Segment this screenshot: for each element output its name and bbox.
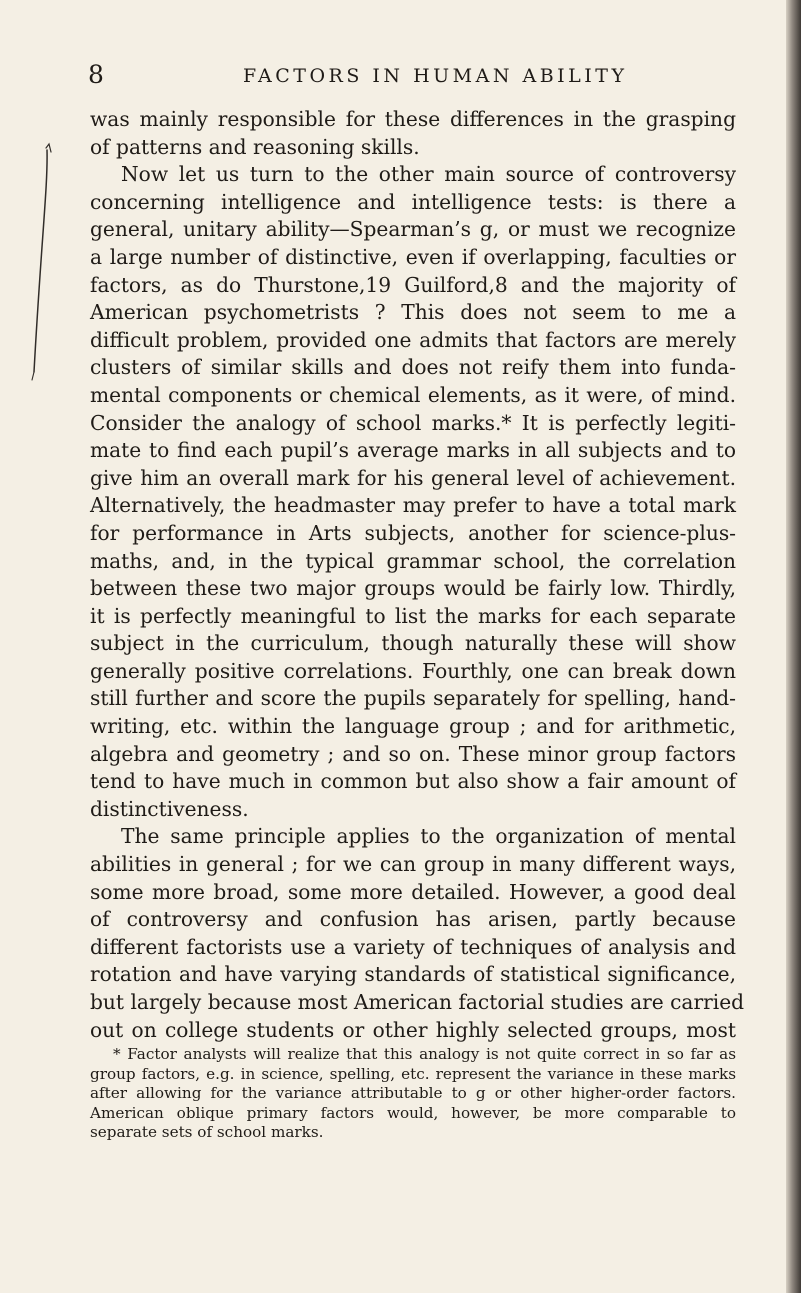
running-title: FACTORS IN HUMAN ABILITY (243, 65, 628, 87)
body-line-13: mate to find each pupil’s average marks in all subjects and to (90, 438, 736, 463)
body-line-30: of controversy and confusion has arisen, partly because (90, 907, 736, 932)
body-line-2: of patterns and reasoning skills. (90, 134, 420, 159)
body-line-8: American psychometrists ? This does not seem to me a (90, 300, 736, 325)
body-line-21: generally positive correlations. Fourthly, one can break down (90, 658, 736, 683)
body-line-24: algebra and geometry ; and so on. These minor group factors (90, 741, 736, 766)
body-line-25: tend to have much in common but also show a fair amount of (90, 769, 736, 794)
body-line-22: still further and score the pupils separately for spelling, hand- (90, 686, 736, 711)
body-line-3: Now let us turn to the other main source of controversy (121, 162, 736, 187)
body-line-17: maths, and, in the typical grammar school, the correlation (90, 548, 736, 573)
body-line-12: Consider the analogy of school marks.* It is perfectly legiti- (90, 410, 736, 435)
body-line-32: rotation and have varying standards of statistical significance, (90, 962, 736, 987)
body-line-18: between these two major groups would be fairly low. Thirdly, (90, 576, 736, 601)
body-line-15: Alternatively, the headmaster may prefer to have a total mark (90, 493, 736, 518)
page-header (88, 61, 736, 95)
footnote-line-1: * Factor analysts will realize that this analogy is not quite correct in so far as (113, 1045, 736, 1063)
body-line-1: was mainly responsible for these differences in the grasping (90, 107, 736, 131)
body-line-14: give him an overall mark for his general level of achievement. (90, 465, 736, 490)
scan-edge (786, 0, 801, 1293)
body-line-11: mental components or chemical elements, as it were, of mind. (90, 382, 736, 407)
body-line-29: some more broad, some more detailed. However, a good deal (90, 879, 736, 904)
body-line-5: general, unitary ability—Spearman’s g, or must we recognize (90, 217, 736, 242)
body-line-26: distinctiveness. (90, 796, 249, 821)
body-line-28: abilities in general ; for we can group in many different ways, (90, 852, 736, 877)
footnote-line-4: American oblique primary factors would, however, be more comparable to (90, 1103, 736, 1122)
body-line-20: subject in the curriculum, though naturally these will show (90, 631, 736, 656)
body-line-10: clusters of similar skills and does not reify them into funda- (90, 355, 736, 380)
body-line-19: it is perfectly meaningful to list the marks for each separate (90, 603, 736, 628)
body-line-16: for performance in Arts subjects, another for science-plus- (90, 520, 736, 545)
body-text (90, 106, 745, 1044)
body-line-7: factors, as do Thurstone,19 Guilford,8 and the majority of (90, 272, 736, 297)
body-line-33: but largely because most American factorial studies are carried (90, 990, 745, 1014)
footnote-line-2: group factors, e.g. in science, spelling, etc. represent the variance in these marks (90, 1064, 736, 1083)
footnote-line-5: separate sets of school marks. (90, 1123, 324, 1142)
body-line-6: a large number of distinctive, even if overlapping, faculties or (90, 244, 736, 269)
body-line-4: concerning intelligence and intelligence tests: is there a (90, 189, 736, 214)
footnote-line-3: after allowing for the variance attributable to g or other higher-order factors. (90, 1084, 736, 1103)
body-line-34: out on college students or other highly selected groups, most (90, 1017, 736, 1042)
body-line-27: The same principle applies to the organization of mental (121, 824, 736, 849)
page-number: 8 (88, 60, 104, 89)
footnote (90, 1045, 736, 1143)
body-line-23: writing, etc. within the language group ; and for arithmetic, (90, 714, 736, 739)
margin-pencil-mark (30, 140, 70, 385)
body-line-9: difficult problem, provided one admits that factors are merely (90, 327, 736, 352)
body-line-31: different factorists use a variety of techniques of analysis and (90, 934, 736, 959)
